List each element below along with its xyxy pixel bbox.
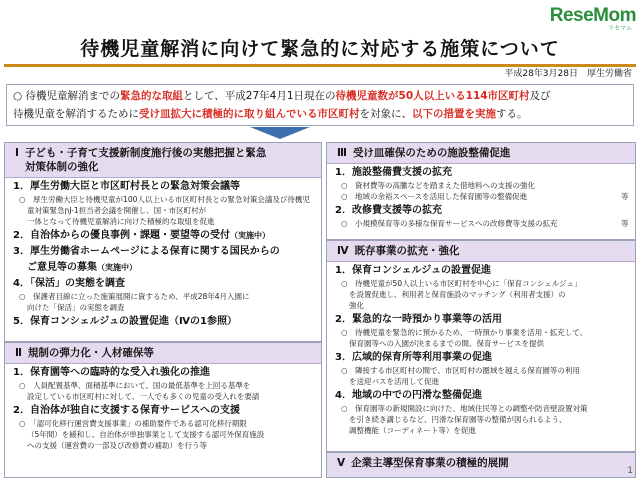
panel-title: 対策体制の強化 [25, 161, 99, 173]
item-detail: ○ 隣接する市区町村の間で、市区町村の圏域を越える保育園等の利用 [341, 366, 580, 375]
intro-text: 待機児童を解消するために [13, 108, 139, 120]
item-detail-text: ○ 小規模保育等の多様な保育サービスへの改修費等支援の拡充 [341, 219, 558, 228]
page-title: 待機児童解消に向けて緊急的に対応する施策について [80, 38, 560, 60]
item-detail: ○ 厚生労働大臣と待機児童が100人以上いる市区町村長との緊急対策会議及び待機児童対策緊急րJ-1担当者会議を開催し、国・市区町村が [19, 195, 310, 215]
intro-bullet: ○ [13, 90, 23, 102]
section-number: Ⅲ [337, 147, 347, 159]
etc-mark: 等 [199, 441, 207, 450]
item-heading: 4．「保活」の実態を調査 [13, 278, 125, 289]
panel-header-3 [327, 143, 635, 164]
panel-section-4 [326, 240, 636, 452]
intro-highlight: 受け皿拡大に積極的に取り組んでいる市区町村 [139, 108, 360, 120]
item-detail: ○ 保育園等の新規開設に向けた、地域住民等との調整や防音壁設置対策 [341, 404, 588, 413]
section-number: Ⅰ [15, 147, 19, 159]
logo-text: ReseMom [549, 5, 636, 26]
item-detail: 向けた「保活」の実態を調査 [27, 303, 125, 312]
item-detail: ○ 地域の余裕スペースを活用した保育園等の整備促進 等 [341, 192, 629, 201]
item-heading: 5．保育コンシェルジュの設置促進（Ⅳの1参照） [13, 316, 238, 327]
item-status: （実施中） [97, 263, 137, 272]
panel-header-1 [5, 143, 321, 178]
intro-highlight: 以下の措置を実施 [412, 108, 496, 120]
item-detail: ○ 「認可化移行運営費支援事業」の補助要件である認可化移行期限 [19, 419, 247, 428]
item-detail-text: への支援（運営費の一部及び改修費の補助）を行う [27, 441, 200, 450]
panel-title: 規制の弾力化・人材確保等 [27, 347, 154, 359]
item-heading [5, 259, 321, 275]
item-detail-text: ○ 地域の余裕スペースを活用した保育園等の整備促進 [341, 192, 528, 201]
panel-header-5 [327, 453, 635, 478]
title-rule [4, 64, 636, 67]
item-detail: 一体となって待機児童解消に向けた積極的な取組を促進 [27, 217, 215, 226]
intro-text: する。 [496, 108, 528, 120]
item-detail: ○ 待機児童が50人以上いる市区町村を中心に「保育コンシェルジュ」 [341, 279, 582, 288]
item-heading: 2．改修費支援等の拡充 [335, 205, 442, 216]
item-heading-text: 2．自治体からの優良事例・課題・要望等の受付 [13, 230, 230, 241]
item-heading: 1．厚生労働大臣と市区町村長との緊急対策会議等 [13, 181, 240, 192]
intro-highlight: 待機児童数が50人以上いる114市区町村 [335, 90, 530, 102]
item-detail: を送迎バスを活用して促進 [349, 377, 439, 386]
item-heading: 2．自治体が独自に支援する保育サービスへの支援 [13, 405, 240, 416]
item-heading: 1．保育コンシェルジュの設置促進 [335, 265, 492, 276]
item-heading: 1．保育園等への臨時的な受入れ強化の推進 [13, 367, 210, 378]
panel-header-4 [327, 241, 635, 262]
item-status: （実施中） [229, 231, 270, 240]
item-heading: 2．緊急的な一時預かり事業等の活用 [335, 314, 502, 325]
panel-title: 既存事業の拡充・強化 [354, 245, 460, 257]
item-detail: 調整機能（コーディネート等）を促進 [349, 426, 476, 435]
section-number: Ⅳ [337, 245, 349, 257]
panel-section-1 [4, 142, 322, 342]
panel-section-2 [4, 342, 322, 478]
item-detail: 強化 [349, 301, 364, 310]
item-heading-text: ご意見等の募集 [27, 262, 97, 273]
item-heading: 1．施設整備費支援の拡充 [335, 167, 452, 178]
item-heading [5, 227, 321, 243]
section-number: Ⅱ [15, 347, 22, 359]
page-number: 1 [627, 466, 633, 476]
logo-subtext: リセマム [608, 26, 632, 32]
item-detail: を引き続き講じるなど、円滑な保育園等の整備が図られるよう、 [349, 415, 567, 424]
item-detail: （5年間）を緩和し、自治体が単独事業として支援する認可外保育施設 [27, 430, 265, 439]
item-detail: ○ 小規模保育等の多様な保育サービスへの改修費等支援の拡充 等 [341, 219, 629, 228]
item-detail: ○ 資材費等の高騰などを踏まえた借地料への支援の強化 [341, 181, 536, 190]
down-arrow-icon [250, 127, 310, 139]
intro-text: 待機児童解消までの [25, 90, 121, 102]
panel-section-3 [326, 142, 636, 240]
item-detail: ○ 人員配置基準、面積基準において、国の最低基準を上回る基準を [19, 381, 251, 390]
item-detail [5, 440, 321, 451]
item-detail: ○ 保護者目線に立った施策展開に資するため、平成28年4月入園に [19, 292, 250, 301]
panel-title: 企業主導型保育事業の積極的展開 [351, 457, 509, 469]
section-number: Ⅴ [337, 457, 346, 469]
item-detail: ○ 待機児童を緊急的に預かるため、一時預かり事業を活用・拡充して、 [341, 328, 588, 337]
dateline: 平成28年3月28日 厚生労働省 [504, 69, 632, 79]
resemom-logo [548, 6, 636, 36]
intro-line-1 [13, 87, 627, 105]
panel-title: 受け皿確保のための施設整備促進 [352, 147, 511, 159]
item-detail: 保育園等への入園が決まるまでの間、保育サービスを提供 [349, 339, 544, 348]
item-detail: 設定している市区町村に対して、一人でも多くの児童の受入れを要請 [27, 392, 260, 401]
panel-title: 子ども・子育て支援新制度施行後の実態把握と緊急 [24, 147, 267, 159]
item-heading: 3．広域的保育所等利用事業の促進 [335, 352, 492, 363]
item-heading: 4．地域の中での円滑な整備促進 [335, 390, 482, 401]
panel-header-2 [5, 343, 321, 364]
intro-line-2 [13, 105, 627, 123]
item-detail: を設置促進し、利用者と保育施設のマッチング（利用者支援）の [349, 290, 566, 299]
panel-section-5 [326, 452, 636, 478]
item-heading: 3．厚生労働省ホームページによる保育に関する国民からの [13, 246, 280, 257]
intro-highlight: 緊急的な取組 [120, 90, 184, 102]
intro-text: 及び [529, 90, 551, 102]
intro-text: を対象に、 [359, 108, 412, 120]
intro-box [6, 84, 634, 126]
intro-text: として、平成27年4月1日現在の [183, 90, 336, 102]
